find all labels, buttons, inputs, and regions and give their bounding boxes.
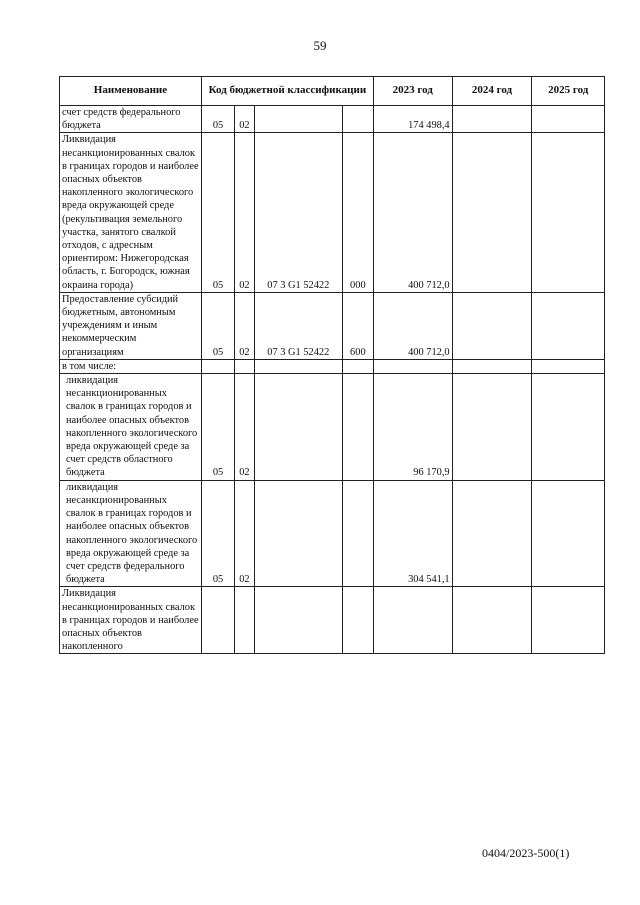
header-code: Код бюджетной классификации <box>201 77 373 106</box>
cell-target-article <box>254 374 342 481</box>
cell-section: 05 <box>201 133 234 292</box>
cell-subsection <box>235 359 255 373</box>
table-row <box>60 587 605 654</box>
cell-2023: 304 541,1 <box>373 480 452 587</box>
cell-expense-type <box>342 374 373 481</box>
cell-2023: 174 498,4 <box>373 106 452 133</box>
cell-expense-type <box>342 106 373 133</box>
document-code-footer: 0404/2023-500(1) <box>482 846 570 860</box>
cell-2023: 400 712,0 <box>373 133 452 292</box>
cell-name: в том числе: <box>60 359 202 373</box>
cell-target-article <box>254 587 342 654</box>
cell-target-article: 07 3 G1 52422 <box>254 133 342 292</box>
cell-2025 <box>532 133 605 292</box>
cell-section <box>201 359 234 373</box>
cell-expense-type: 600 <box>342 292 373 359</box>
cell-section: 05 <box>201 292 234 359</box>
page-number: 59 <box>313 38 327 53</box>
cell-subsection: 02 <box>235 292 255 359</box>
budget-table <box>59 76 605 654</box>
cell-2025 <box>532 106 605 133</box>
cell-subsection: 02 <box>235 106 255 133</box>
cell-section: 05 <box>201 480 234 587</box>
cell-name: Предоставление субсидий бюджетным, автономным учреждениям и иным некоммерческим организациям <box>60 292 202 359</box>
header-2023: 2023 год <box>373 77 452 106</box>
cell-name: ликвидация несанкционированных свалок в границах городов и наиболее опасных объектов накопленного экологического вреда окружающей среде за счет средств областного бюджета <box>60 374 202 481</box>
cell-expense-type <box>342 587 373 654</box>
table-row <box>60 374 605 481</box>
cell-expense-type <box>342 359 373 373</box>
cell-section: 05 <box>201 374 234 481</box>
cell-subsection: 02 <box>235 133 255 292</box>
cell-2024 <box>452 374 532 481</box>
header-name: Наименование <box>60 77 202 106</box>
cell-target-article <box>254 106 342 133</box>
cell-subsection <box>235 587 255 654</box>
cell-expense-type: 000 <box>342 133 373 292</box>
table-row <box>60 106 605 133</box>
cell-name: ликвидация несанкционированных свалок в границах городов и наиболее опасных объектов накопленного экологического вреда окружающей среде за счет средств федерального бюджета <box>60 480 202 587</box>
cell-2024 <box>452 587 532 654</box>
header-2025: 2025 год <box>532 77 605 106</box>
cell-2023 <box>373 359 452 373</box>
table-row <box>60 292 605 359</box>
cell-target-article <box>254 359 342 373</box>
cell-name: счет средств федерального бюджета <box>60 106 202 133</box>
cell-name: Ликвидация несанкционированных свалок в границах городов и наиболее опасных объектов накопленного экологического вреда окружающей среде (рекультивация земельного участка, занятого свалкой отходов, с адресным ориентиром: Нижегородская область, г. Богородск, южная окраина города) <box>60 133 202 292</box>
cell-section <box>201 587 234 654</box>
cell-2024 <box>452 359 532 373</box>
table-row <box>60 480 605 587</box>
cell-subsection: 02 <box>235 374 255 481</box>
cell-2025 <box>532 359 605 373</box>
cell-2025 <box>532 374 605 481</box>
cell-name: Ликвидация несанкционированных свалок в границах городов и наиболее опасных объектов накопленного <box>60 587 202 654</box>
cell-2024 <box>452 480 532 587</box>
cell-subsection: 02 <box>235 480 255 587</box>
header-2024: 2024 год <box>452 77 532 106</box>
table-row <box>60 359 605 373</box>
cell-2025 <box>532 480 605 587</box>
cell-section: 05 <box>201 106 234 133</box>
table-header-row <box>60 77 605 106</box>
cell-2023: 400 712,0 <box>373 292 452 359</box>
cell-2024 <box>452 292 532 359</box>
cell-target-article <box>254 480 342 587</box>
cell-2023: 96 170,9 <box>373 374 452 481</box>
table-row <box>60 133 605 292</box>
cell-2023 <box>373 587 452 654</box>
cell-target-article: 07 3 G1 52422 <box>254 292 342 359</box>
cell-2025 <box>532 292 605 359</box>
cell-2024 <box>452 106 532 133</box>
cell-2024 <box>452 133 532 292</box>
cell-expense-type <box>342 480 373 587</box>
cell-2025 <box>532 587 605 654</box>
